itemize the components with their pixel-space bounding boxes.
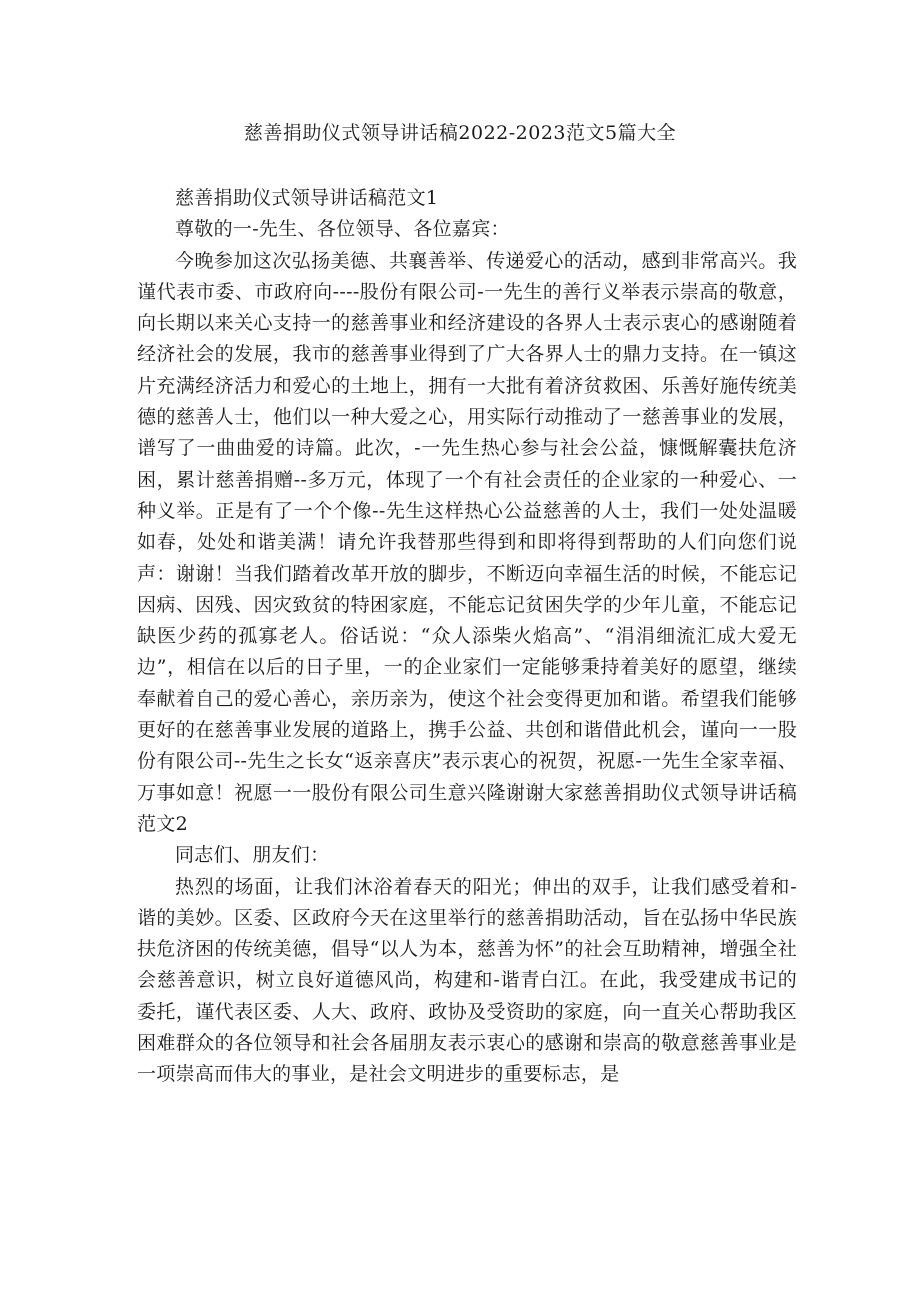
body-paragraph-2: 热烈的场面，让我们沐浴着春天的阳光；伸出的双手，让我们感受着和-谐的美妙。区委、区政府今天在这里举行的慈善捐助活动，旨在弘扬中华民族扶危济困的传统美德，倡导“以人为本，慈善为怀”的社会互助精神，增强全社会慈善意识，树立良好道德风尚，构建和-谐青白江。在此，我受建成书记的委托，谨代表区委、人大、政府、政协及受资助的家庭，向一直关心帮助我区困难群众的各位领导和社会各届朋友表示衷心的感谢和崇高的敬意慈善事业是一项崇高而伟大的事业，是社会文明进步的重要标志，是 bbox=[137, 875, 797, 1086]
salutation-2: 同志们、朋友们： bbox=[175, 844, 330, 867]
body-paragraph-1: 今晚参加这次弘扬美德、共襄善举、传递爱心的活动，感到非常高兴。我谨代表市委、市政府向----股份有限公司-一先生的善行义举表示崇高的敬意，向长期以来关心支持一的慈善事业和经济建设的各界人士表示衷心的感谢随着经济社会的发展，我市的慈善事业得到了广大各界人士的鼎力支持。在一镇这片充满经济活力和爱心的土地上，拥有一大批有着济贫救困、乐善好施传统美德的慈善人士，他们以一种大爱之心，用实际行动推动了一慈善事业的发展，谱写了一曲曲爱的诗篇。此次，-一先生热心参与社会公益，慷慨解囊扶危济困，累计慈善捐赠--多万元，体现了一个有社会责任的企业家的一种爱心、一种义举。正是有了一个个像--先生这样热心公益慈善的人士，我们一处处温暖如春，处处和谐美满！请允许我替那些得到和即将得到帮助的人们向您们说声：谢谢！当我们踏着改革开放的脚步，不断迈向幸福生活的时候，不能忘记因病、因残、因灾致贫的特困家庭，不能忘记贫困失学的少年儿童，不能忘记缺医少药的孤寡老人。俗话说：“众人添柴火焰高”、“涓涓细流汇成大爱无边”，相信在以后的日子里，一的企业家们一定能够秉持着美好的愿望，继续奉献着自己的爱心善心，亲历亲为，使这个社会变得更加和谐。希望我们能够更好的在慈善事业发展的道路上，携手公益、共创和谐借此机会，谨向一一股份有限公司--先生之长女“返亲喜庆”表示衷心的祝贺，祝愿-一先生全家幸福、万事如意！祝愿一一股份有限公司生意兴隆谢谢大家慈善捐助仪式领导讲话稿范文2 bbox=[137, 249, 797, 835]
document-body bbox=[137, 183, 797, 1091]
document-title: 慈善捐助仪式领导讲话稿2022-2023范文5篇大全 bbox=[243, 122, 677, 144]
salutation-1: 尊敬的一-先生、各位领导、各位嘉宾： bbox=[175, 218, 510, 241]
section-heading-1: 慈善捐助仪式领导讲话稿范文1 bbox=[175, 187, 439, 209]
